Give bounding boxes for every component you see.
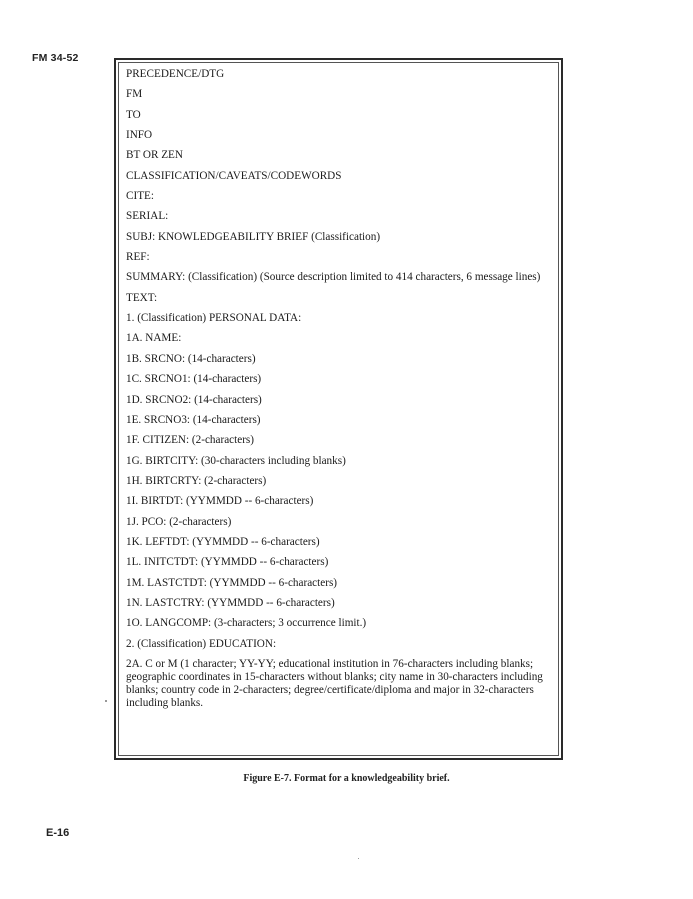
line-serial: SERIAL: [126, 210, 169, 223]
line-1j-pco: 1J. PCO: (2-characters) [126, 515, 232, 528]
line-1f-citizen: 1F. CITIZEN: (2-characters) [126, 434, 255, 447]
line-1i-birtdt: 1I. BIRTDT: (YYMMDD -- 6-characters) [126, 495, 314, 508]
line-1k-leftdt: 1K. LEFTDT: (YYMMDD -- 6-characters) [126, 535, 320, 548]
line-1g-birtcity: 1G. BIRTCITY: (30-characters including blanks) [126, 454, 346, 467]
line-1a-name: 1A. NAME: [126, 332, 182, 345]
line-cite: CITE: [126, 190, 154, 203]
line-education: 2. (Classification) EDUCATION: [126, 637, 277, 650]
page-number: E-16 [46, 827, 70, 839]
scan-speck [358, 858, 359, 859]
line-1m-lastctdt: 1M. LASTCTDT: (YYMMDD -- 6-characters) [126, 576, 338, 589]
scan-speck [105, 700, 107, 702]
line-1c-srcno1: 1C. SRCNO1: (14-characters) [126, 373, 262, 386]
line-1b-srcno: 1B. SRCNO: (14-characters) [126, 352, 256, 365]
manual-code-header: FM 34-52 [32, 52, 79, 64]
line-precedence-dtg: PRECEDENCE/DTG [126, 68, 225, 80]
line-info: INFO [126, 129, 153, 142]
line-1d-srcno2: 1D. SRCNO2: (14-characters) [126, 393, 262, 406]
line-to: TO [126, 108, 141, 121]
line-subject: SUBJ: KNOWLEDGEABILITY BRIEF (Classification) [126, 230, 381, 243]
message-format-lines [126, 68, 551, 717]
line-1o-langcomp: 1O. LANGCOMP: (3-characters; 3 occurrence limit.) [126, 617, 367, 630]
line-fm: FM [126, 88, 143, 101]
line-1e-srcno3: 1E. SRCNO3: (14-characters) [126, 413, 261, 426]
line-ref: REF: [126, 251, 150, 264]
line-1n-lastctry: 1N. LASTCTRY: (YYMMDD -- 6-characters) [126, 596, 335, 609]
line-text: TEXT: [126, 291, 158, 304]
line-1l-initctdt: 1L. INITCTDT: (YYMMDD -- 6-characters) [126, 556, 329, 569]
figure-caption: Figure E-7. Format for a knowledgeability brief. [243, 773, 450, 784]
line-1h-birtcrty: 1H. BIRTCRTY: (2-characters) [126, 474, 267, 487]
line-bt-or-zen: BT OR ZEN [126, 149, 183, 162]
line-summary: SUMMARY: (Classification) (Source description limited to 414 characters, 6 message lines) [126, 271, 541, 284]
line-personal-data: 1. (Classification) PERSONAL DATA: [126, 312, 302, 325]
line-2a-education-detail: 2A. C or M (1 character; YY-YY; educational institution in 76-characters including blanks; geographic coordinates in 15-characters without blanks; city name in 30-characters including blanks; country code in 2-characters; degree/certificate/diploma and major in 32-characters including blanks. [126, 657, 543, 709]
line-classification-caveats: CLASSIFICATION/CAVEATS/CODEWORDS [126, 169, 342, 182]
